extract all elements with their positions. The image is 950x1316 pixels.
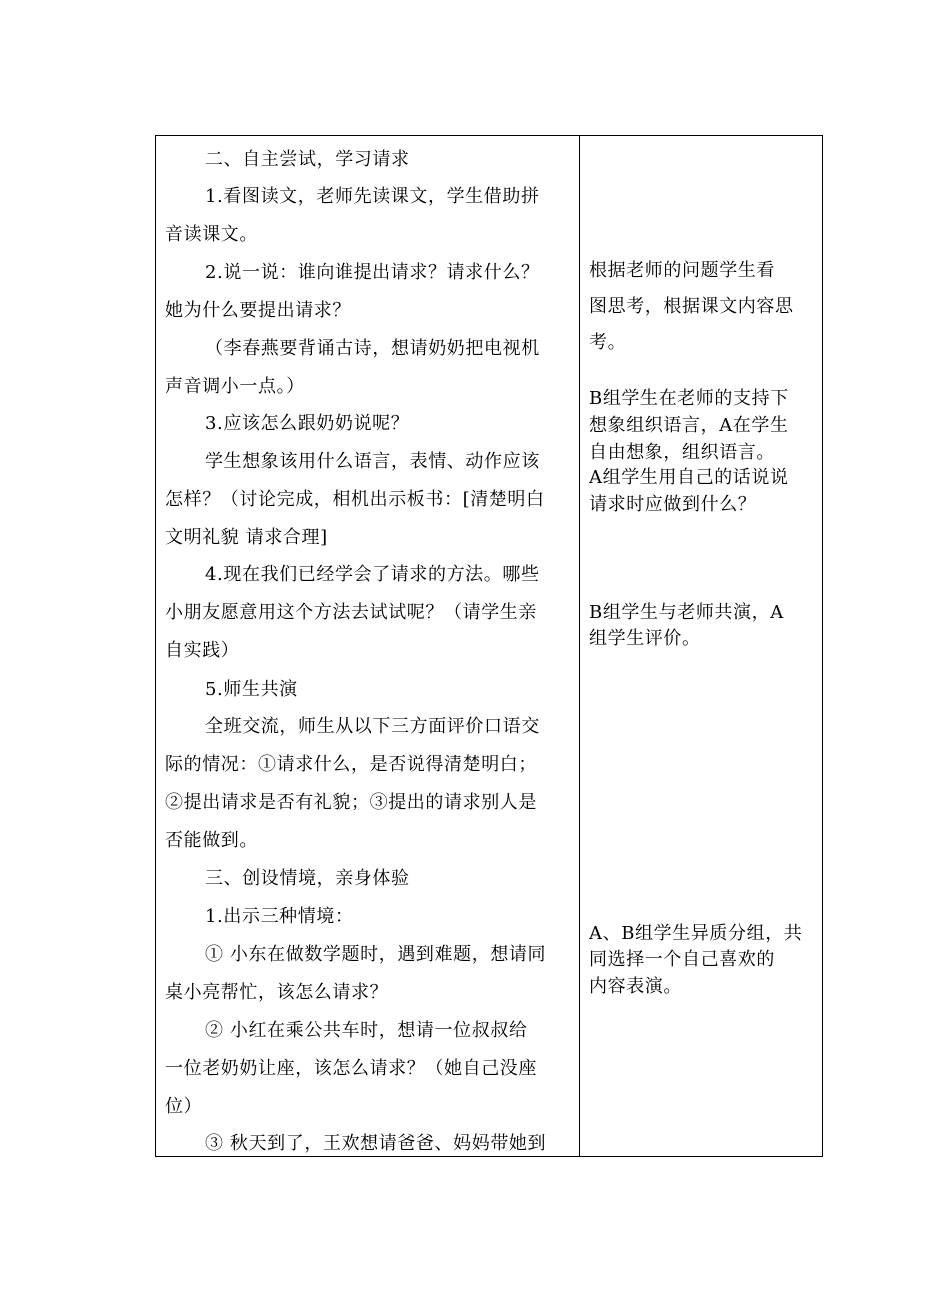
left-line: 2.说一说：谁向谁提出请求？请求什么？ [205,262,540,283]
right-line: 自由想象，组织语言。 [589,442,775,463]
right-line: 同选择一个自己喜欢的 [589,949,775,970]
left-line: 全班交流，师生从以下三方面评价口语交 [205,716,540,737]
right-line: 内容表演。 [589,976,682,997]
left-line: 三、创设情境，亲身体验 [205,868,410,889]
left-line: 音读课文。 [165,224,258,245]
left-line: （李春燕要背诵古诗，想请奶奶把电视机 [205,338,540,359]
right-line: B组学生与老师共演，A [589,602,784,623]
column-divider [579,136,580,1156]
left-line: 二、自主尝试，学习请求 [205,149,410,170]
left-line: 学生想象该用什么语言，表情、动作应该 [205,451,540,472]
left-line: 1.出示三种情境： [205,906,354,927]
left-line: ② 小红在乘公共车时，想请一位叔叔给 [205,1020,528,1041]
right-line: 组学生评价。 [589,628,701,649]
left-line: ③ 秋天到了，王欢想请爸爸、妈妈带她到 [205,1133,547,1154]
left-line: ① 小东在做数学题时，遇到难题，想请同 [205,944,547,965]
right-line: 考。 [589,332,627,353]
left-line: 3.应该怎么跟奶奶说呢？ [205,413,410,434]
left-line: 桌小亮帮忙，该怎么请求？ [165,982,389,1003]
left-line: 文明礼貌 请求合理] [165,527,328,548]
right-line: 根据老师的问题学生看 [589,260,775,281]
left-line: 否能做到。 [165,830,258,851]
left-line: 4.现在我们已经学会了请求的方法。哪些 [205,564,540,585]
right-line: B组学生在老师的支持下 [589,388,789,409]
left-line: ②提出请求是否有礼貌；③提出的请求别人是 [165,792,537,813]
right-line: 想象组织语言，A在学生 [589,415,789,436]
right-line: A、B组学生异质分组，共 [589,923,803,944]
left-line: 位） [165,1096,203,1117]
left-line: 际的情况：①请求什么，是否说得清楚明白； [165,754,537,775]
left-line: 她为什么要提出请求？ [165,300,351,321]
right-line: 请求时应做到什么？ [589,494,757,515]
left-line: 声音调小一点。） [165,376,305,397]
left-line: 自实践） [165,640,240,661]
left-line: 5.师生共演 [205,679,298,700]
left-line: 小朋友愿意用这个方法去试试呢？（请学生亲 [165,602,537,623]
left-line: 1.看图读文，老师先读课文，学生借助拼 [205,186,540,207]
right-line: 图思考，根据课文内容思 [589,296,794,317]
left-line: 怎样？（讨论完成，相机出示板书：[清楚明白 [165,489,545,510]
left-line: 一位老奶奶让座，该怎么请求？（她自己没座 [165,1058,537,1079]
right-line: A组学生用自己的话说说 [589,467,789,488]
lesson-table [155,135,823,1157]
